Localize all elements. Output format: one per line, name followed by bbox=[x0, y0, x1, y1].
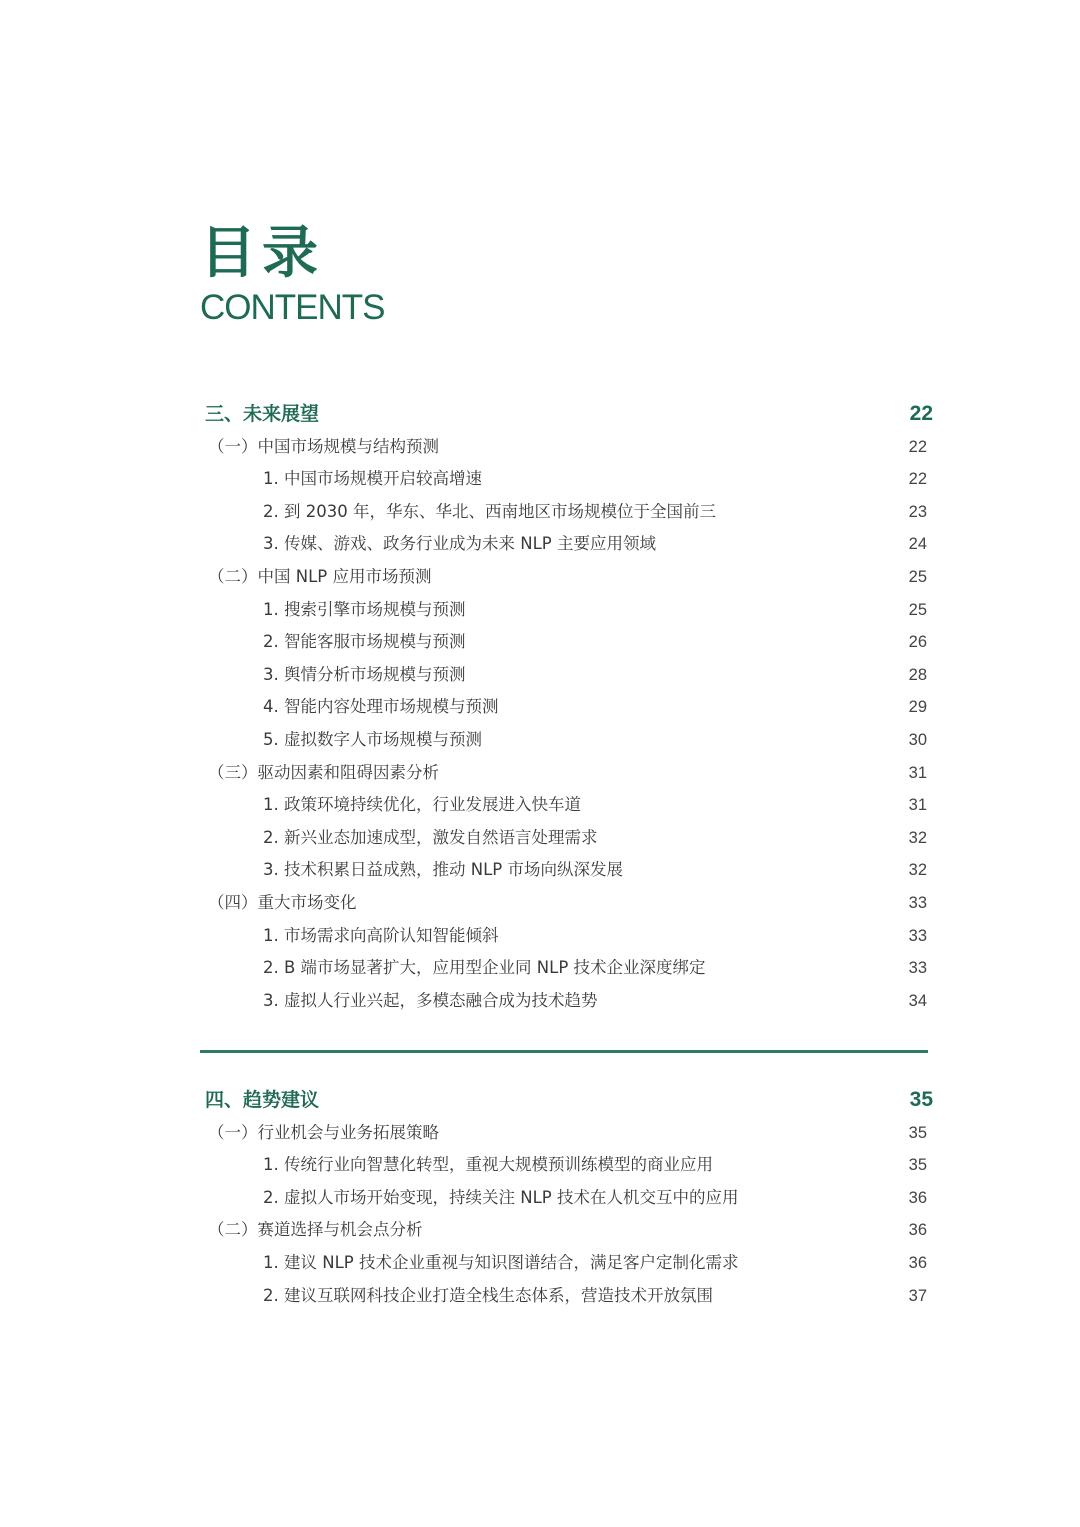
toc-item-entry[interactable] bbox=[205, 1149, 933, 1182]
chapter-page-number: 22 bbox=[909, 402, 933, 425]
entry-page-number: 36 bbox=[908, 1221, 927, 1240]
entry-title: （三）驱动因素和阻碍因素分析 bbox=[208, 762, 439, 782]
toc-chapter-heading[interactable] bbox=[205, 398, 933, 431]
toc-item-entry[interactable] bbox=[205, 1182, 933, 1215]
entry-page-number: 26 bbox=[908, 633, 927, 652]
entry-title: 1. 传统行业向智慧化转型，重视大规模预训练模型的商业应用 bbox=[263, 1155, 713, 1175]
entry-page-number: 34 bbox=[908, 991, 927, 1010]
toc-item-entry[interactable] bbox=[205, 985, 933, 1018]
entry-page-number: 33 bbox=[908, 959, 927, 978]
toc-subsection-entry[interactable] bbox=[205, 887, 933, 920]
entry-title: 1. 中国市场规模开启较高增速 bbox=[263, 469, 482, 489]
section-divider bbox=[200, 1050, 928, 1053]
toc-item-entry[interactable] bbox=[205, 920, 933, 953]
entry-title: 3. 技术积累日益成熟，推动 NLP 市场向纵深发展 bbox=[263, 860, 623, 880]
entry-title: 2. 新兴业态加速成型，激发自然语言处理需求 bbox=[263, 827, 598, 847]
entry-page-number: 31 bbox=[908, 763, 927, 782]
entry-title: 3. 舆情分析市场规模与预测 bbox=[263, 664, 466, 684]
entry-title: 1. 政策环境持续优化，行业发展进入快车道 bbox=[263, 795, 581, 815]
toc-subsection-entry[interactable] bbox=[205, 431, 933, 464]
toc-item-entry[interactable] bbox=[205, 594, 933, 627]
entry-page-number: 28 bbox=[908, 665, 927, 684]
toc-subsection-entry[interactable] bbox=[205, 561, 933, 594]
entry-page-number: 23 bbox=[908, 502, 927, 521]
entry-page-number: 33 bbox=[908, 893, 927, 912]
chapter-title: 四、趋势建议 bbox=[205, 1089, 320, 1111]
toc-chapter-heading[interactable] bbox=[205, 1084, 933, 1117]
entry-page-number: 22 bbox=[908, 470, 927, 489]
chapter-title: 三、未来展望 bbox=[205, 403, 320, 425]
entry-title: 1. 市场需求向高阶认知智能倾斜 bbox=[263, 925, 499, 945]
entry-title: 4. 智能内容处理市场规模与预测 bbox=[263, 697, 499, 717]
entry-title: （一）行业机会与业务拓展策略 bbox=[208, 1122, 439, 1142]
entry-page-number: 33 bbox=[908, 926, 927, 945]
toc-item-entry[interactable] bbox=[205, 854, 933, 887]
toc-item-entry[interactable] bbox=[205, 659, 933, 692]
toc-item-entry[interactable] bbox=[205, 496, 933, 529]
entry-page-number: 29 bbox=[908, 698, 927, 717]
entry-page-number: 32 bbox=[908, 828, 927, 847]
toc-item-entry[interactable] bbox=[205, 528, 933, 561]
entry-page-number: 24 bbox=[908, 535, 927, 554]
toc-section-future-outlook bbox=[205, 398, 933, 1017]
entry-page-number: 36 bbox=[908, 1253, 927, 1272]
entry-page-number: 32 bbox=[908, 861, 927, 880]
entry-title: （二）赛道选择与机会点分析 bbox=[208, 1220, 423, 1240]
toc-item-entry[interactable] bbox=[205, 1247, 933, 1280]
chapter-page-number: 35 bbox=[909, 1088, 933, 1111]
entry-title: 2. B 端市场显著扩大，应用型企业同 NLP 技术企业深度绑定 bbox=[263, 958, 706, 978]
entry-page-number: 31 bbox=[908, 796, 927, 815]
toc-item-entry[interactable] bbox=[205, 1280, 933, 1313]
entry-title: （一）中国市场规模与结构预测 bbox=[208, 436, 439, 456]
entry-page-number: 30 bbox=[908, 730, 927, 749]
toc-item-entry[interactable] bbox=[205, 789, 933, 822]
entry-page-number: 25 bbox=[908, 567, 927, 586]
entry-page-number: 25 bbox=[908, 600, 927, 619]
entry-page-number: 35 bbox=[908, 1156, 927, 1175]
entry-title: 2. 智能客服市场规模与预测 bbox=[263, 632, 466, 652]
entry-title: 5. 虚拟数字人市场规模与预测 bbox=[263, 729, 482, 749]
entry-title: （四）重大市场变化 bbox=[208, 892, 357, 912]
entry-title: 2. 到 2030 年，华东、华北、西南地区市场规模位于全国前三 bbox=[263, 501, 716, 521]
entry-title: 2. 虚拟人市场开始变现，持续关注 NLP 技术在人机交互中的应用 bbox=[263, 1187, 739, 1207]
toc-item-entry[interactable] bbox=[205, 691, 933, 724]
entry-page-number: 22 bbox=[908, 437, 927, 456]
entry-title: （二）中国 NLP 应用市场预测 bbox=[208, 566, 432, 586]
toc-subsection-entry[interactable] bbox=[205, 1117, 933, 1150]
toc-item-entry[interactable] bbox=[205, 626, 933, 659]
entry-page-number: 37 bbox=[908, 1286, 927, 1305]
entry-title: 3. 虚拟人行业兴起，多模态融合成为技术趋势 bbox=[263, 990, 598, 1010]
toc-item-entry[interactable] bbox=[205, 822, 933, 855]
toc-header bbox=[200, 222, 385, 328]
entry-title: 3. 传媒、游戏、政务行业成为未来 NLP 主要应用领域 bbox=[263, 534, 656, 554]
toc-title-chinese: 目录 bbox=[200, 221, 324, 286]
entry-page-number: 36 bbox=[908, 1188, 927, 1207]
toc-title-english: CONTENTS bbox=[200, 288, 385, 327]
entry-page-number: 35 bbox=[908, 1123, 927, 1142]
toc-item-entry[interactable] bbox=[205, 952, 933, 985]
toc-subsection-entry[interactable] bbox=[205, 757, 933, 790]
toc-subsection-entry[interactable] bbox=[205, 1214, 933, 1247]
entry-title: 1. 搜索引擎市场规模与预测 bbox=[263, 599, 466, 619]
entry-title: 2. 建议互联网科技企业打造全栈生态体系，营造技术开放氛围 bbox=[263, 1285, 713, 1305]
toc-item-entry[interactable] bbox=[205, 724, 933, 757]
entry-title: 1. 建议 NLP 技术企业重视与知识图谱结合，满足客户定制化需求 bbox=[263, 1252, 739, 1272]
toc-section-trend-suggestions bbox=[205, 1084, 933, 1312]
toc-item-entry[interactable] bbox=[205, 463, 933, 496]
